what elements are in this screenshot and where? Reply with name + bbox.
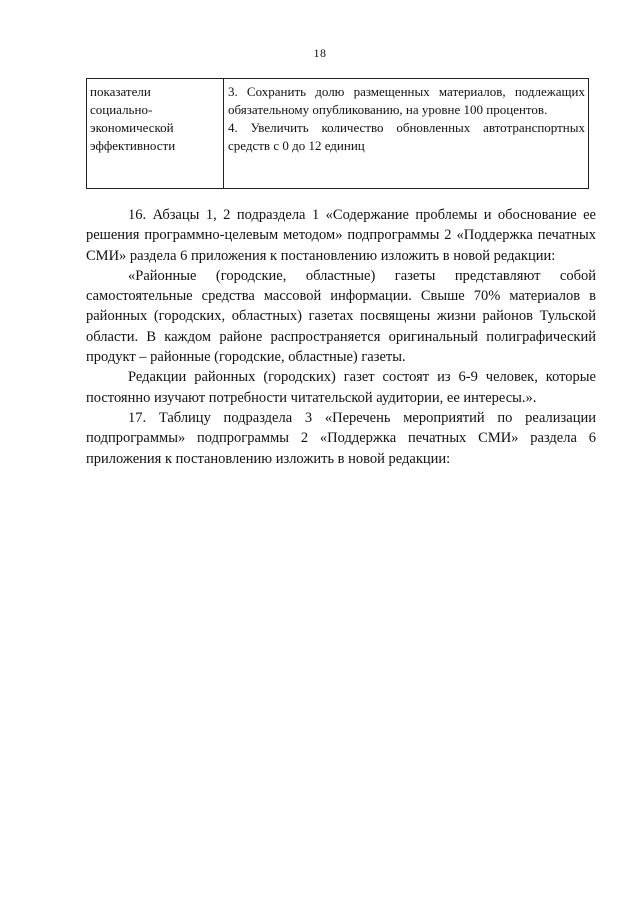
indicator-item: 4. Увеличить количество обновленных автотранспортных средств с 0 до 12 единиц — [228, 120, 585, 153]
indicators-table — [86, 78, 589, 189]
indicator-item: 3. Сохранить долю размещенных материалов, подлежащих обязательному опубликованию, на уровне 100 процентов. — [228, 84, 585, 117]
paragraph: Редакции районных (городских) газет состоят из 6-9 человек, которые постоянно изучают потребности читательской аудитории, ее интересы.». — [86, 369, 596, 406]
page-number: 18 — [313, 46, 327, 60]
indicator-name-line: социально- — [90, 102, 153, 117]
document-body — [86, 205, 596, 469]
indicator-name-line: экономической — [90, 120, 174, 135]
indicator-values-cell — [224, 79, 589, 189]
indicator-name-line: показатели — [90, 84, 151, 99]
paragraph: 17. Таблицу подраздела 3 «Перечень мероприятий по реализации подпрограммы» подпрограммы 2 «Поддержка печатных СМИ» раздела 6 приложения к постановлению изложить в новой редакции: — [86, 409, 596, 467]
paragraph: «Районные (городские, областные) газеты представляют собой самостоятельные средства массовой информации. Свыше 70% материалов в районных (городских, областных) газетах посвящены жизни районов Тульской области. В каждом районе распространяется оригинальный полиграфический продукт – районные (городские, областные) газеты. — [86, 267, 596, 366]
indicator-name-line: эффективности — [90, 138, 176, 153]
indicator-name-cell — [87, 79, 224, 189]
paragraph: 16. Абзацы 1, 2 подраздела 1 «Содержание проблемы и обоснование ее решения программно-целевым методом» подпрограммы 2 «Поддержка печатных СМИ» раздела 6 приложения к постановлению изложить в новой редакции: — [86, 207, 596, 264]
table-row — [87, 79, 589, 189]
